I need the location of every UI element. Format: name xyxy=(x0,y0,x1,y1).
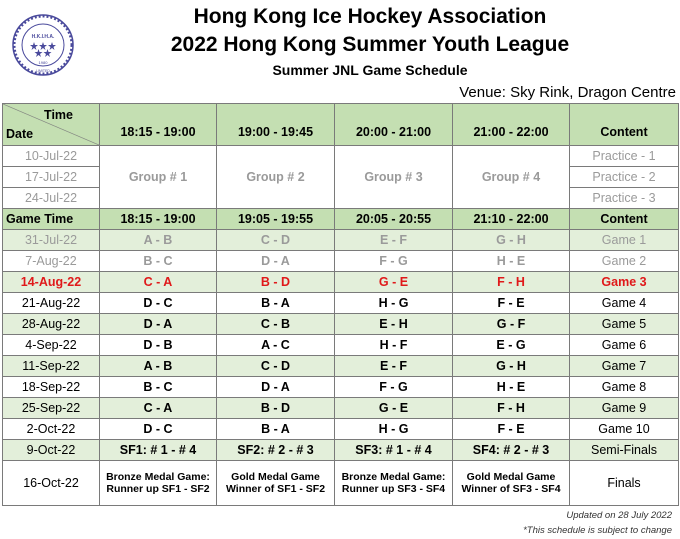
game-date: 14-Aug-22 xyxy=(3,272,100,293)
finals-date: 16-Oct-22 xyxy=(3,461,100,506)
logo-year: 1980 xyxy=(38,60,48,65)
game-row xyxy=(3,230,679,251)
game-content: Game 9 xyxy=(570,398,679,419)
slot-3-matchup: G - E xyxy=(335,272,453,293)
finals-slot-1-game: Bronze Medal Game: xyxy=(106,471,210,483)
content-header: Content xyxy=(570,104,679,146)
slot-2-matchup: A - C xyxy=(217,335,335,356)
slot-2-matchup: D - A xyxy=(217,251,335,272)
finals-slot-3-game: Bronze Medal Game: xyxy=(341,471,446,483)
slot-3-matchup: F - G xyxy=(335,377,453,398)
slot-4-matchup: H - E xyxy=(453,251,570,272)
finals-slot-3-teams: Runner up SF3 - SF4 xyxy=(341,483,446,495)
venue-label: Venue: Sky Rink, Dragon Centre xyxy=(459,84,676,101)
corner-date-label: Date xyxy=(6,127,34,141)
game-content-header: Content xyxy=(570,209,679,230)
game-slot-2-header: 19:05 - 19:55 xyxy=(217,209,335,230)
slot-4-matchup: G - H xyxy=(453,356,570,377)
slot-4-matchup: G - F xyxy=(453,314,570,335)
practice-date: 17-Jul-22 xyxy=(3,167,100,188)
slot-4-matchup: F - E xyxy=(453,419,570,440)
game-row xyxy=(3,419,679,440)
logo-ring-text: LIMITED xyxy=(36,69,50,73)
slot-3-matchup: H - G xyxy=(335,419,453,440)
slot-1-matchup: A - B xyxy=(100,356,217,377)
slot-1-matchup: D - B xyxy=(100,335,217,356)
slot-1-matchup: C - A xyxy=(100,272,217,293)
practice-slot-3-header: 20:00 - 21:00 xyxy=(335,104,453,146)
practice-row xyxy=(3,146,679,167)
group-1-cell: Group # 1 xyxy=(100,146,217,209)
slot-2-matchup: C - B xyxy=(217,314,335,335)
game-date: 4-Sep-22 xyxy=(3,335,100,356)
game-date: 11-Sep-22 xyxy=(3,356,100,377)
slot-2-matchup: B - D xyxy=(217,272,335,293)
game-date: 28-Aug-22 xyxy=(3,314,100,335)
slot-2-matchup: D - A xyxy=(217,377,335,398)
slot-4-matchup: G - H xyxy=(453,230,570,251)
slot-3-matchup: E - F xyxy=(335,356,453,377)
slot-4-matchup: F - H xyxy=(453,398,570,419)
association-title: Hong Kong Ice Hockey Association xyxy=(193,5,547,28)
logo-text: H.K.I.H.A. xyxy=(31,34,55,40)
slot-1-matchup: B - C xyxy=(100,251,217,272)
slot-4-matchup: H - E xyxy=(453,377,570,398)
practice-date: 24-Jul-22 xyxy=(3,188,100,209)
game-row xyxy=(3,293,679,314)
game-content: Game 1 xyxy=(570,230,679,251)
game-date: 9-Oct-22 xyxy=(3,440,100,461)
slot-3-matchup: H - G xyxy=(335,293,453,314)
date-time-corner xyxy=(3,104,100,146)
slot-1-matchup: D - A xyxy=(100,314,217,335)
practice-content: Practice - 2 xyxy=(570,167,679,188)
slot-2-matchup: B - A xyxy=(217,293,335,314)
finals-content: Finals xyxy=(570,461,679,506)
schedule-table xyxy=(2,103,679,506)
slot-3-matchup: G - E xyxy=(335,398,453,419)
slot-3-matchup: F - G xyxy=(335,251,453,272)
league-title: 2022 Hong Kong Summer Youth League xyxy=(170,33,570,56)
game-content: Game 7 xyxy=(570,356,679,377)
game-time-label: Game Time xyxy=(3,209,100,230)
slot-2-matchup: C - D xyxy=(217,230,335,251)
game-content: Game 2 xyxy=(570,251,679,272)
slot-2-matchup: SF2: # 2 - # 3 xyxy=(217,440,335,461)
schedule-subtitle: Summer JNL Game Schedule xyxy=(272,62,468,78)
slot-3-matchup: E - F xyxy=(335,230,453,251)
game-date: 25-Sep-22 xyxy=(3,398,100,419)
finals-slot-2 xyxy=(217,461,335,506)
slot-2-matchup: B - D xyxy=(217,398,335,419)
game-content: Game 5 xyxy=(570,314,679,335)
game-slot-1-header: 18:15 - 19:00 xyxy=(100,209,217,230)
finals-slot-1-teams: Runner up SF1 - SF2 xyxy=(106,483,210,495)
finals-slot-2-teams: Winner of SF1 - SF2 xyxy=(225,483,326,495)
group-4-cell: Group # 4 xyxy=(453,146,570,209)
group-3-cell: Group # 3 xyxy=(335,146,453,209)
practice-content: Practice - 3 xyxy=(570,188,679,209)
game-row xyxy=(3,251,679,272)
game-date: 21-Aug-22 xyxy=(3,293,100,314)
game-date: 18-Sep-22 xyxy=(3,377,100,398)
game-date: 31-Jul-22 xyxy=(3,230,100,251)
slot-4-matchup: F - E xyxy=(453,293,570,314)
slot-1-matchup: D - C xyxy=(100,293,217,314)
slot-1-matchup: B - C xyxy=(100,377,217,398)
slot-4-matchup: E - G xyxy=(453,335,570,356)
slot-3-matchup: SF3: # 1 - # 4 xyxy=(335,440,453,461)
finals-slot-1 xyxy=(100,461,217,506)
finals-slot-2-game: Gold Medal Game xyxy=(231,471,320,483)
slot-1-matchup: SF1: # 1 - # 4 xyxy=(100,440,217,461)
practice-slot-2-header: 19:00 - 19:45 xyxy=(217,104,335,146)
slot-1-matchup: A - B xyxy=(100,230,217,251)
finals-slot-3 xyxy=(335,461,453,506)
game-row xyxy=(3,440,679,461)
practice-slot-1-header: 18:15 - 19:00 xyxy=(100,104,217,146)
game-content: Game 10 xyxy=(570,419,679,440)
slot-1-matchup: C - A xyxy=(100,398,217,419)
game-content: Game 4 xyxy=(570,293,679,314)
slot-2-matchup: B - A xyxy=(217,419,335,440)
slot-3-matchup: E - H xyxy=(335,314,453,335)
game-slot-3-header: 20:05 - 20:55 xyxy=(335,209,453,230)
finals-row xyxy=(3,461,679,506)
game-content: Game 8 xyxy=(570,377,679,398)
corner-time-label: Time xyxy=(44,108,73,122)
slot-4-matchup: F - H xyxy=(453,272,570,293)
slot-3-matchup: H - F xyxy=(335,335,453,356)
slot-4-matchup: SF4: # 2 - # 3 xyxy=(453,440,570,461)
game-row xyxy=(3,377,679,398)
game-content: Semi-Finals xyxy=(570,440,679,461)
practice-slot-4-header: 21:00 - 22:00 xyxy=(453,104,570,146)
game-content: Game 3 xyxy=(570,272,679,293)
finals-slot-4-game: Gold Medal Game xyxy=(466,471,556,483)
practice-header-row xyxy=(3,104,679,146)
game-row xyxy=(3,356,679,377)
finals-slot-4 xyxy=(453,461,570,506)
game-row xyxy=(3,314,679,335)
practice-content: Practice - 1 xyxy=(570,146,679,167)
game-row xyxy=(3,272,679,293)
hkiha-logo xyxy=(12,14,74,76)
slot-1-matchup: D - C xyxy=(100,419,217,440)
game-header-row xyxy=(3,209,679,230)
practice-date: 10-Jul-22 xyxy=(3,146,100,167)
group-2-cell: Group # 2 xyxy=(217,146,335,209)
disclaimer-note: *This schedule is subject to change xyxy=(523,525,672,536)
game-row xyxy=(3,398,679,419)
game-row xyxy=(3,335,679,356)
game-content: Game 6 xyxy=(570,335,679,356)
game-slot-4-header: 21:10 - 22:00 xyxy=(453,209,570,230)
finals-slot-4-teams: Winner of SF3 - SF4 xyxy=(461,483,561,495)
slot-2-matchup: C - D xyxy=(217,356,335,377)
game-date: 2-Oct-22 xyxy=(3,419,100,440)
updated-note: Updated on 28 July 2022 xyxy=(566,510,672,521)
game-date: 7-Aug-22 xyxy=(3,251,100,272)
